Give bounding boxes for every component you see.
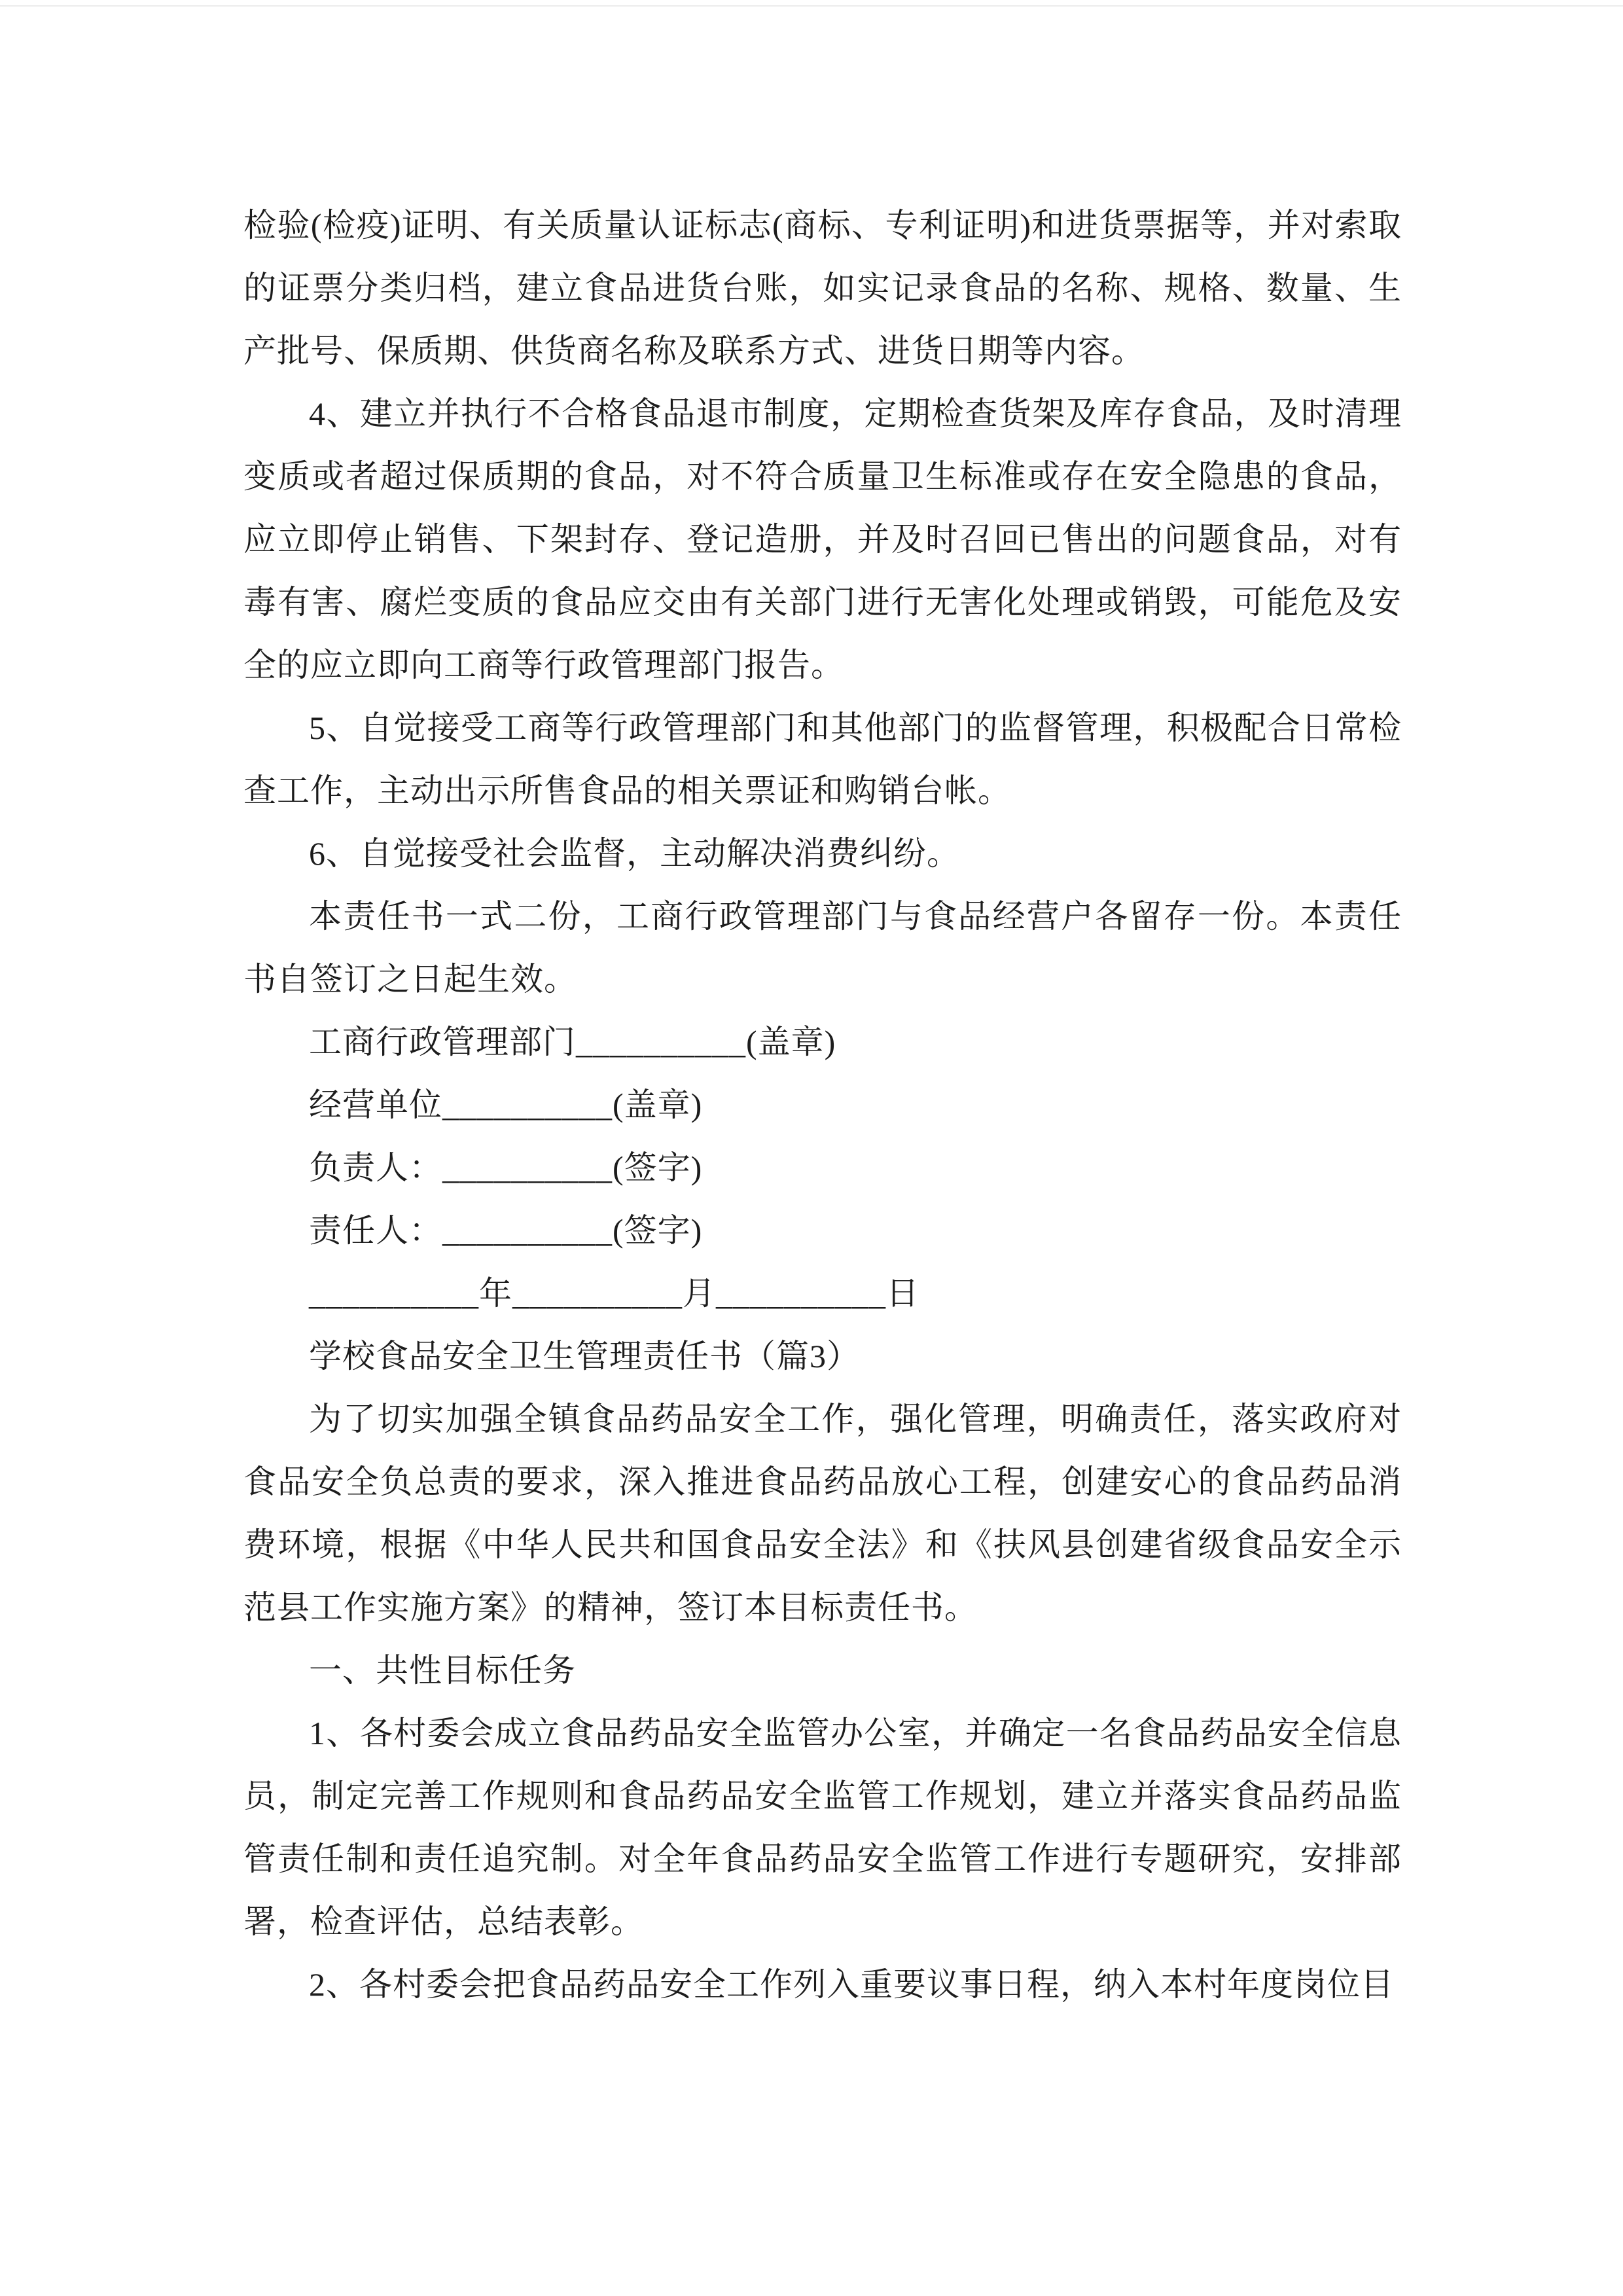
paragraph: 工商行政管理部门__________(盖章) [309,1024,836,1060]
page-top-edge [0,5,1623,7]
paragraph: 5、自觉接受工商等行政管理部门和其他部门的监督管理，积极配合日常检查工作，主动出示所售食品的相关票证和购销台帐。 [243,709,1402,809]
paragraph: 检验(检疫)证明、有关质量认证标志(商标、专利证明)和进货票据等，并对索取的证票分类归档，建立食品进货台账，如实记录食品的名称、规格、数量、生产批号、保质期、供货商名称及联系方式、进货日期等内容。 [243,207,1402,369]
paragraph: 1、各村委会成立食品药品安全监管办公室，并确定一名食品药品安全信息员，制定完善工作规则和食品药品安全监管工作规划，建立并落实食品药品监管责任制和责任追究制。对全年食品药品安全监管工作进行专题研究，安排部署，检查评估，总结表彰。 [243,1715,1402,1940]
paragraph: 负责人：__________(签字) [309,1149,703,1186]
paragraph: 本责任书一式二份，工商行政管理部门与食品经营户各留存一份。本责任书自签订之日起生效。 [243,898,1402,997]
paragraph: 一、共性目标任务 [309,1652,576,1689]
paragraph: 为了切实加强全镇食品药品安全工作，强化管理，明确责任，落实政府对食品安全负总责的要求，深入推进食品药品放心工程，创建安心的食品药品消费环境，根据《中华人民共和国食品安全法》和《扶风县创建省级食品安全示范县工作实施方案》的精神，签订本目标责任书。 [243,1401,1402,1626]
paragraph: 6、自觉接受社会监督，主动解决消费纠纷。 [309,835,960,872]
paragraph: 经营单位__________(盖章) [309,1086,703,1123]
document-content [243,194,1402,2016]
paragraph: 2、各村委会把食品药品安全工作列入重要议事日程，纳入本村年度岗位目 [309,1966,1394,2003]
paragraph: __________年__________月__________日 [309,1275,919,1312]
paragraph: 责任人：__________(签字) [309,1212,703,1249]
paragraph: 学校食品安全卫生管理责任书（篇3） [309,1338,860,1374]
paragraph: 4、建立并执行不合格食品退市制度，定期检查货架及库存食品，及时清理变质或者超过保质期的食品，对不符合质量卫生标准或存在安全隐患的食品，应立即停止销售、下架封存、登记造册，并及时召回已售出的问题食品，对有毒有害、腐烂变质的食品应交由有关部门进行无害化处理或销毁，可能危及安全的应立即向工商等行政管理部门报告。 [243,395,1402,683]
